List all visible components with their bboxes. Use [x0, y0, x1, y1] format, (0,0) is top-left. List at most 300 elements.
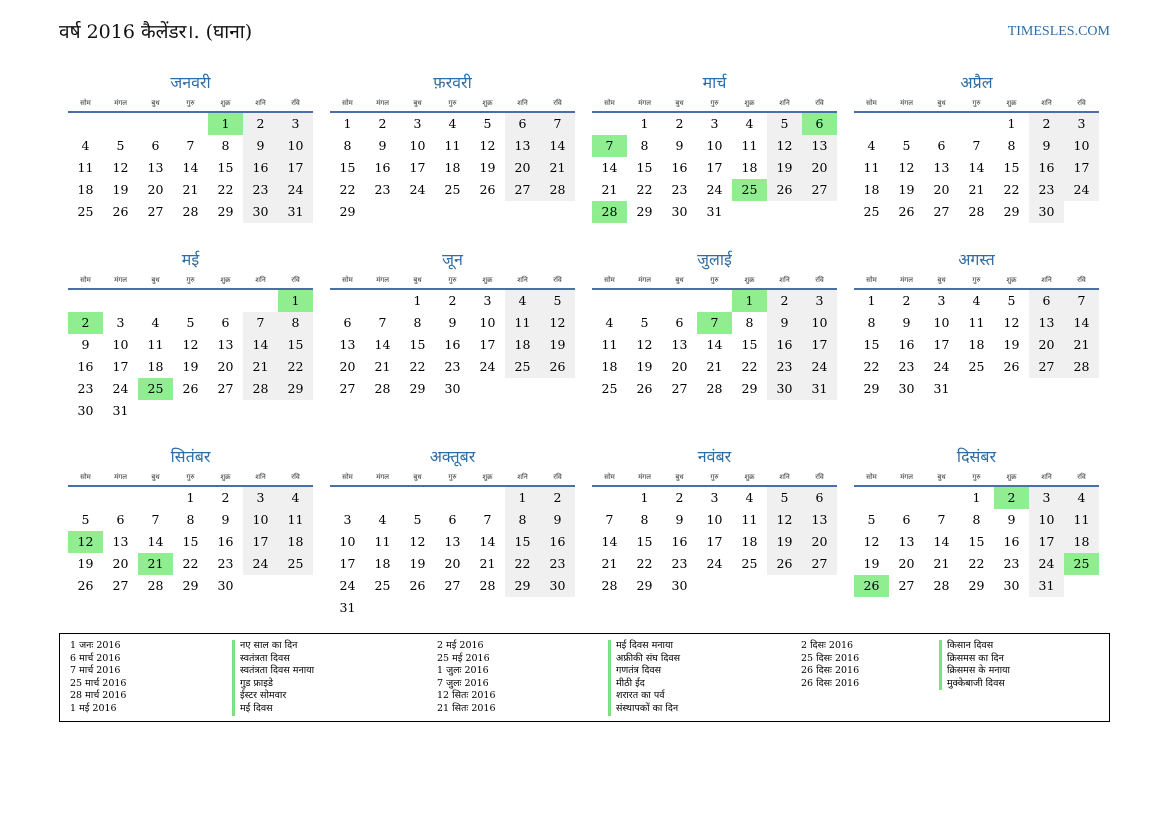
day-cell[interactable]: 12 [767, 509, 802, 531]
day-cell[interactable]: 4 [745, 490, 754, 505]
day-cell[interactable]: 28 [147, 578, 164, 593]
day-cell[interactable]: 8 [343, 138, 352, 153]
day-cell[interactable]: 17 [112, 359, 129, 374]
day-cell[interactable]: 18 [968, 337, 985, 352]
day-cell[interactable]: 4 [745, 116, 754, 131]
day-cell[interactable]: 14 [601, 160, 618, 175]
day-cell[interactable]: 8 [221, 138, 230, 153]
day-cell[interactable]: 26 [636, 381, 653, 396]
day-cell[interactable]: 3 [243, 487, 278, 509]
day-cell[interactable]: 18 [505, 334, 540, 356]
day-cell[interactable]: 6 [221, 315, 230, 330]
day-cell[interactable]: 20 [444, 556, 461, 571]
day-cell[interactable]: 11 [741, 138, 758, 153]
day-cell[interactable]: 16 [243, 157, 278, 179]
day-cell[interactable]: 6 [505, 113, 540, 135]
day-cell[interactable]: 11 [278, 509, 313, 531]
day-cell[interactable]: 9 [767, 312, 802, 334]
day-cell[interactable]: 19 [636, 359, 653, 374]
day-cell[interactable]: 25 [505, 356, 540, 378]
day-cell[interactable]: 18 [444, 160, 461, 175]
day-cell[interactable]: 10 [1029, 509, 1064, 531]
day-cell[interactable]: 5 [540, 290, 575, 312]
day-cell[interactable]: 12 [636, 337, 653, 352]
day-cell[interactable]: 30 [444, 381, 461, 396]
day-cell[interactable]: 17 [243, 531, 278, 553]
day-cell[interactable]: 15 [339, 160, 356, 175]
day-cell[interactable]: 24 [802, 356, 837, 378]
day-cell[interactable]: 21 [1064, 334, 1099, 356]
day-cell[interactable]: 1 [1007, 116, 1016, 131]
day-cell[interactable]: 13 [339, 337, 356, 352]
holiday-day-cell[interactable]: 1 [208, 113, 243, 135]
day-cell[interactable]: 6 [937, 138, 946, 153]
day-cell[interactable]: 16 [767, 334, 802, 356]
day-cell[interactable]: 5 [767, 113, 802, 135]
day-cell[interactable]: 25 [77, 204, 94, 219]
day-cell[interactable]: 6 [343, 315, 352, 330]
day-cell[interactable]: 18 [1064, 531, 1099, 553]
day-cell[interactable]: 9 [675, 512, 684, 527]
day-cell[interactable]: 14 [933, 534, 950, 549]
day-cell[interactable]: 29 [217, 204, 234, 219]
day-cell[interactable]: 23 [1003, 556, 1020, 571]
day-cell[interactable]: 24 [1064, 179, 1099, 201]
day-cell[interactable]: 13 [802, 135, 837, 157]
day-cell[interactable]: 4 [448, 116, 457, 131]
day-cell[interactable]: 2 [675, 490, 684, 505]
day-cell[interactable]: 11 [77, 160, 94, 175]
day-cell[interactable]: 25 [278, 553, 313, 575]
day-cell[interactable]: 5 [483, 116, 492, 131]
day-cell[interactable]: 28 [706, 381, 723, 396]
day-cell[interactable]: 28 [479, 578, 496, 593]
day-cell[interactable]: 7 [378, 315, 387, 330]
day-cell[interactable]: 15 [278, 334, 313, 356]
day-cell[interactable]: 20 [802, 531, 837, 553]
day-cell[interactable]: 22 [636, 556, 653, 571]
day-cell[interactable]: 13 [147, 160, 164, 175]
holiday-day-cell[interactable]: 25 [1064, 553, 1099, 575]
day-cell[interactable]: 25 [968, 359, 985, 374]
day-cell[interactable]: 11 [741, 512, 758, 527]
day-cell[interactable]: 8 [640, 138, 649, 153]
day-cell[interactable]: 10 [112, 337, 129, 352]
day-cell[interactable]: 24 [112, 381, 129, 396]
day-cell[interactable]: 31 [706, 204, 723, 219]
day-cell[interactable]: 17 [706, 534, 723, 549]
day-cell[interactable]: 7 [605, 512, 614, 527]
day-cell[interactable]: 22 [505, 553, 540, 575]
day-cell[interactable]: 1 [343, 116, 352, 131]
day-cell[interactable]: 6 [802, 487, 837, 509]
day-cell[interactable]: 10 [339, 534, 356, 549]
day-cell[interactable]: 11 [505, 312, 540, 334]
day-cell[interactable]: 6 [151, 138, 160, 153]
day-cell[interactable]: 1 [505, 487, 540, 509]
holiday-day-cell[interactable]: 7 [697, 312, 732, 334]
holiday-day-cell[interactable]: 7 [592, 135, 627, 157]
day-cell[interactable]: 30 [77, 403, 94, 418]
day-cell[interactable]: 12 [863, 534, 880, 549]
day-cell[interactable]: 18 [741, 160, 758, 175]
day-cell[interactable]: 3 [483, 293, 492, 308]
day-cell[interactable]: 20 [217, 359, 234, 374]
day-cell[interactable]: 30 [671, 578, 688, 593]
day-cell[interactable]: 4 [151, 315, 160, 330]
day-cell[interactable]: 2 [378, 116, 387, 131]
day-cell[interactable]: 23 [77, 381, 94, 396]
day-cell[interactable]: 29 [1003, 204, 1020, 219]
day-cell[interactable]: 6 [116, 512, 125, 527]
day-cell[interactable]: 8 [867, 315, 876, 330]
day-cell[interactable]: 25 [863, 204, 880, 219]
day-cell[interactable]: 29 [636, 578, 653, 593]
day-cell[interactable]: 24 [479, 359, 496, 374]
day-cell[interactable]: 4 [278, 487, 313, 509]
day-cell[interactable]: 11 [601, 337, 618, 352]
day-cell[interactable]: 18 [741, 534, 758, 549]
day-cell[interactable]: 27 [802, 179, 837, 201]
day-cell[interactable]: 12 [182, 337, 199, 352]
day-cell[interactable]: 18 [863, 182, 880, 197]
day-cell[interactable]: 29 [278, 378, 313, 400]
day-cell[interactable]: 23 [671, 182, 688, 197]
day-cell[interactable]: 3 [413, 116, 422, 131]
day-cell[interactable]: 3 [278, 113, 313, 135]
day-cell[interactable]: 25 [374, 578, 391, 593]
day-cell[interactable]: 30 [1029, 201, 1064, 223]
day-cell[interactable]: 2 [767, 290, 802, 312]
day-cell[interactable]: 17 [706, 160, 723, 175]
day-cell[interactable]: 31 [802, 378, 837, 400]
day-cell[interactable]: 7 [972, 138, 981, 153]
day-cell[interactable]: 19 [1003, 337, 1020, 352]
day-cell[interactable]: 20 [505, 157, 540, 179]
day-cell[interactable]: 28 [968, 204, 985, 219]
day-cell[interactable]: 31 [278, 201, 313, 223]
day-cell[interactable]: 30 [540, 575, 575, 597]
day-cell[interactable]: 22 [1003, 182, 1020, 197]
day-cell[interactable]: 22 [182, 556, 199, 571]
day-cell[interactable]: 27 [505, 179, 540, 201]
day-cell[interactable]: 4 [505, 290, 540, 312]
day-cell[interactable]: 26 [767, 553, 802, 575]
day-cell[interactable]: 26 [898, 204, 915, 219]
day-cell[interactable]: 7 [186, 138, 195, 153]
day-cell[interactable]: 29 [741, 381, 758, 396]
day-cell[interactable]: 17 [409, 160, 426, 175]
day-cell[interactable]: 14 [540, 135, 575, 157]
day-cell[interactable]: 29 [182, 578, 199, 593]
day-cell[interactable]: 13 [217, 337, 234, 352]
day-cell[interactable]: 27 [898, 578, 915, 593]
day-cell[interactable]: 15 [217, 160, 234, 175]
day-cell[interactable]: 23 [540, 553, 575, 575]
day-cell[interactable]: 14 [182, 160, 199, 175]
day-cell[interactable]: 2 [448, 293, 457, 308]
day-cell[interactable]: 1 [413, 293, 422, 308]
day-cell[interactable]: 19 [540, 334, 575, 356]
day-cell[interactable]: 4 [81, 138, 90, 153]
day-cell[interactable]: 7 [243, 312, 278, 334]
day-cell[interactable]: 2 [221, 490, 230, 505]
day-cell[interactable]: 24 [1029, 553, 1064, 575]
day-cell[interactable]: 21 [601, 182, 618, 197]
day-cell[interactable]: 11 [968, 315, 985, 330]
holiday-day-cell[interactable]: 28 [592, 201, 627, 223]
day-cell[interactable]: 21 [540, 157, 575, 179]
day-cell[interactable]: 17 [278, 157, 313, 179]
day-cell[interactable]: 24 [706, 556, 723, 571]
day-cell[interactable]: 23 [1029, 179, 1064, 201]
day-cell[interactable]: 1 [186, 490, 195, 505]
day-cell[interactable]: 3 [802, 290, 837, 312]
day-cell[interactable]: 30 [671, 204, 688, 219]
holiday-day-cell[interactable]: 25 [732, 179, 767, 201]
day-cell[interactable]: 13 [112, 534, 129, 549]
day-cell[interactable]: 11 [1064, 509, 1099, 531]
day-cell[interactable]: 20 [1029, 334, 1064, 356]
day-cell[interactable]: 2 [902, 293, 911, 308]
day-cell[interactable]: 14 [601, 534, 618, 549]
day-cell[interactable]: 29 [863, 381, 880, 396]
day-cell[interactable]: 3 [1064, 113, 1099, 135]
day-cell[interactable]: 24 [339, 578, 356, 593]
day-cell[interactable]: 8 [186, 512, 195, 527]
day-cell[interactable]: 21 [933, 556, 950, 571]
day-cell[interactable]: 24 [409, 182, 426, 197]
day-cell[interactable]: 19 [767, 531, 802, 553]
day-cell[interactable]: 10 [933, 315, 950, 330]
day-cell[interactable]: 15 [863, 337, 880, 352]
day-cell[interactable]: 29 [636, 204, 653, 219]
day-cell[interactable]: 10 [479, 315, 496, 330]
day-cell[interactable]: 5 [81, 512, 90, 527]
day-cell[interactable]: 3 [937, 293, 946, 308]
day-cell[interactable]: 24 [243, 553, 278, 575]
day-cell[interactable]: 12 [1003, 315, 1020, 330]
day-cell[interactable]: 11 [863, 160, 880, 175]
day-cell[interactable]: 12 [479, 138, 496, 153]
day-cell[interactable]: 22 [409, 359, 426, 374]
day-cell[interactable]: 19 [182, 359, 199, 374]
day-cell[interactable]: 23 [767, 356, 802, 378]
day-cell[interactable]: 13 [671, 337, 688, 352]
day-cell[interactable]: 13 [933, 160, 950, 175]
day-cell[interactable]: 9 [221, 512, 230, 527]
day-cell[interactable]: 21 [968, 182, 985, 197]
day-cell[interactable]: 28 [540, 179, 575, 201]
day-cell[interactable]: 27 [802, 553, 837, 575]
day-cell[interactable]: 12 [767, 135, 802, 157]
day-cell[interactable]: 20 [933, 182, 950, 197]
day-cell[interactable]: 3 [710, 490, 719, 505]
day-cell[interactable]: 6 [675, 315, 684, 330]
day-cell[interactable]: 3 [710, 116, 719, 131]
day-cell[interactable]: 9 [243, 135, 278, 157]
day-cell[interactable]: 16 [671, 160, 688, 175]
day-cell[interactable]: 19 [77, 556, 94, 571]
day-cell[interactable]: 12 [898, 160, 915, 175]
holiday-day-cell[interactable]: 21 [138, 553, 173, 575]
day-cell[interactable]: 15 [505, 531, 540, 553]
day-cell[interactable]: 9 [378, 138, 387, 153]
day-cell[interactable]: 19 [479, 160, 496, 175]
day-cell[interactable]: 11 [374, 534, 391, 549]
day-cell[interactable]: 15 [409, 337, 426, 352]
day-cell[interactable]: 30 [1003, 578, 1020, 593]
day-cell[interactable]: 24 [706, 182, 723, 197]
day-cell[interactable]: 26 [182, 381, 199, 396]
holiday-day-cell[interactable]: 6 [802, 113, 837, 135]
day-cell[interactable]: 17 [479, 337, 496, 352]
day-cell[interactable]: 20 [339, 359, 356, 374]
day-cell[interactable]: 13 [444, 534, 461, 549]
day-cell[interactable]: 30 [767, 378, 802, 400]
day-cell[interactable]: 8 [413, 315, 422, 330]
day-cell[interactable]: 10 [706, 138, 723, 153]
day-cell[interactable]: 9 [675, 138, 684, 153]
day-cell[interactable]: 8 [972, 512, 981, 527]
day-cell[interactable]: 15 [636, 160, 653, 175]
day-cell[interactable]: 23 [444, 359, 461, 374]
day-cell[interactable]: 26 [479, 182, 496, 197]
day-cell[interactable]: 9 [81, 337, 90, 352]
day-cell[interactable]: 29 [505, 575, 540, 597]
day-cell[interactable]: 15 [182, 534, 199, 549]
day-cell[interactable]: 9 [1007, 512, 1016, 527]
day-cell[interactable]: 26 [767, 179, 802, 201]
day-cell[interactable]: 31 [112, 403, 129, 418]
day-cell[interactable]: 18 [374, 556, 391, 571]
day-cell[interactable]: 7 [937, 512, 946, 527]
day-cell[interactable]: 8 [745, 315, 754, 330]
day-cell[interactable]: 16 [217, 534, 234, 549]
day-cell[interactable]: 7 [1064, 290, 1099, 312]
day-cell[interactable]: 20 [802, 157, 837, 179]
day-cell[interactable]: 21 [243, 356, 278, 378]
day-cell[interactable]: 31 [1029, 575, 1064, 597]
day-cell[interactable]: 7 [540, 113, 575, 135]
day-cell[interactable]: 27 [217, 381, 234, 396]
day-cell[interactable]: 5 [413, 512, 422, 527]
day-cell[interactable]: 17 [1029, 531, 1064, 553]
holiday-day-cell[interactable]: 2 [68, 312, 103, 334]
day-cell[interactable]: 26 [540, 356, 575, 378]
day-cell[interactable]: 30 [243, 201, 278, 223]
day-cell[interactable]: 17 [339, 556, 356, 571]
day-cell[interactable]: 5 [767, 487, 802, 509]
day-cell[interactable]: 31 [933, 381, 950, 396]
day-cell[interactable]: 23 [898, 359, 915, 374]
site-link[interactable]: TIMESLES.COM [1007, 24, 1110, 39]
holiday-day-cell[interactable]: 2 [994, 487, 1029, 509]
day-cell[interactable]: 27 [339, 381, 356, 396]
day-cell[interactable]: 10 [706, 512, 723, 527]
day-cell[interactable]: 10 [278, 135, 313, 157]
day-cell[interactable]: 27 [671, 381, 688, 396]
day-cell[interactable]: 15 [968, 534, 985, 549]
day-cell[interactable]: 25 [741, 556, 758, 571]
day-cell[interactable]: 9 [1029, 135, 1064, 157]
day-cell[interactable]: 13 [1029, 312, 1064, 334]
day-cell[interactable]: 10 [243, 509, 278, 531]
day-cell[interactable]: 2 [1029, 113, 1064, 135]
day-cell[interactable]: 1 [867, 293, 876, 308]
day-cell[interactable]: 2 [243, 113, 278, 135]
day-cell[interactable]: 21 [601, 556, 618, 571]
day-cell[interactable]: 10 [409, 138, 426, 153]
day-cell[interactable]: 19 [409, 556, 426, 571]
day-cell[interactable]: 23 [217, 556, 234, 571]
day-cell[interactable]: 5 [1007, 293, 1016, 308]
holiday-day-cell[interactable]: 25 [138, 378, 173, 400]
day-cell[interactable]: 16 [898, 337, 915, 352]
day-cell[interactable]: 29 [968, 578, 985, 593]
day-cell[interactable]: 1 [640, 116, 649, 131]
day-cell[interactable]: 5 [902, 138, 911, 153]
day-cell[interactable]: 2 [540, 487, 575, 509]
day-cell[interactable]: 11 [147, 337, 164, 352]
day-cell[interactable]: 13 [505, 135, 540, 157]
day-cell[interactable]: 16 [374, 160, 391, 175]
day-cell[interactable]: 16 [540, 531, 575, 553]
day-cell[interactable]: 21 [479, 556, 496, 571]
day-cell[interactable]: 7 [483, 512, 492, 527]
day-cell[interactable]: 4 [378, 512, 387, 527]
holiday-day-cell[interactable]: 1 [278, 290, 313, 312]
day-cell[interactable]: 16 [671, 534, 688, 549]
day-cell[interactable]: 9 [902, 315, 911, 330]
day-cell[interactable]: 16 [1029, 157, 1064, 179]
day-cell[interactable]: 18 [147, 359, 164, 374]
day-cell[interactable]: 14 [479, 534, 496, 549]
day-cell[interactable]: 16 [77, 359, 94, 374]
day-cell[interactable]: 13 [802, 509, 837, 531]
day-cell[interactable]: 15 [1003, 160, 1020, 175]
day-cell[interactable]: 12 [540, 312, 575, 334]
day-cell[interactable]: 23 [374, 182, 391, 197]
day-cell[interactable]: 25 [444, 182, 461, 197]
day-cell[interactable]: 12 [112, 160, 129, 175]
day-cell[interactable]: 22 [217, 182, 234, 197]
day-cell[interactable]: 6 [448, 512, 457, 527]
day-cell[interactable]: 28 [182, 204, 199, 219]
day-cell[interactable]: 8 [278, 312, 313, 334]
day-cell[interactable]: 14 [706, 337, 723, 352]
day-cell[interactable]: 26 [1003, 359, 1020, 374]
day-cell[interactable]: 25 [601, 381, 618, 396]
day-cell[interactable]: 3 [1029, 487, 1064, 509]
day-cell[interactable]: 30 [217, 578, 234, 593]
day-cell[interactable]: 18 [601, 359, 618, 374]
day-cell[interactable]: 6 [1029, 290, 1064, 312]
day-cell[interactable]: 23 [671, 556, 688, 571]
day-cell[interactable]: 28 [243, 378, 278, 400]
day-cell[interactable]: 16 [1003, 534, 1020, 549]
day-cell[interactable]: 10 [802, 312, 837, 334]
day-cell[interactable]: 19 [863, 556, 880, 571]
holiday-day-cell[interactable]: 26 [854, 575, 889, 597]
day-cell[interactable]: 14 [1064, 312, 1099, 334]
day-cell[interactable]: 20 [112, 556, 129, 571]
day-cell[interactable]: 14 [374, 337, 391, 352]
day-cell[interactable]: 14 [968, 160, 985, 175]
day-cell[interactable]: 24 [278, 179, 313, 201]
day-cell[interactable]: 2 [675, 116, 684, 131]
day-cell[interactable]: 8 [640, 512, 649, 527]
